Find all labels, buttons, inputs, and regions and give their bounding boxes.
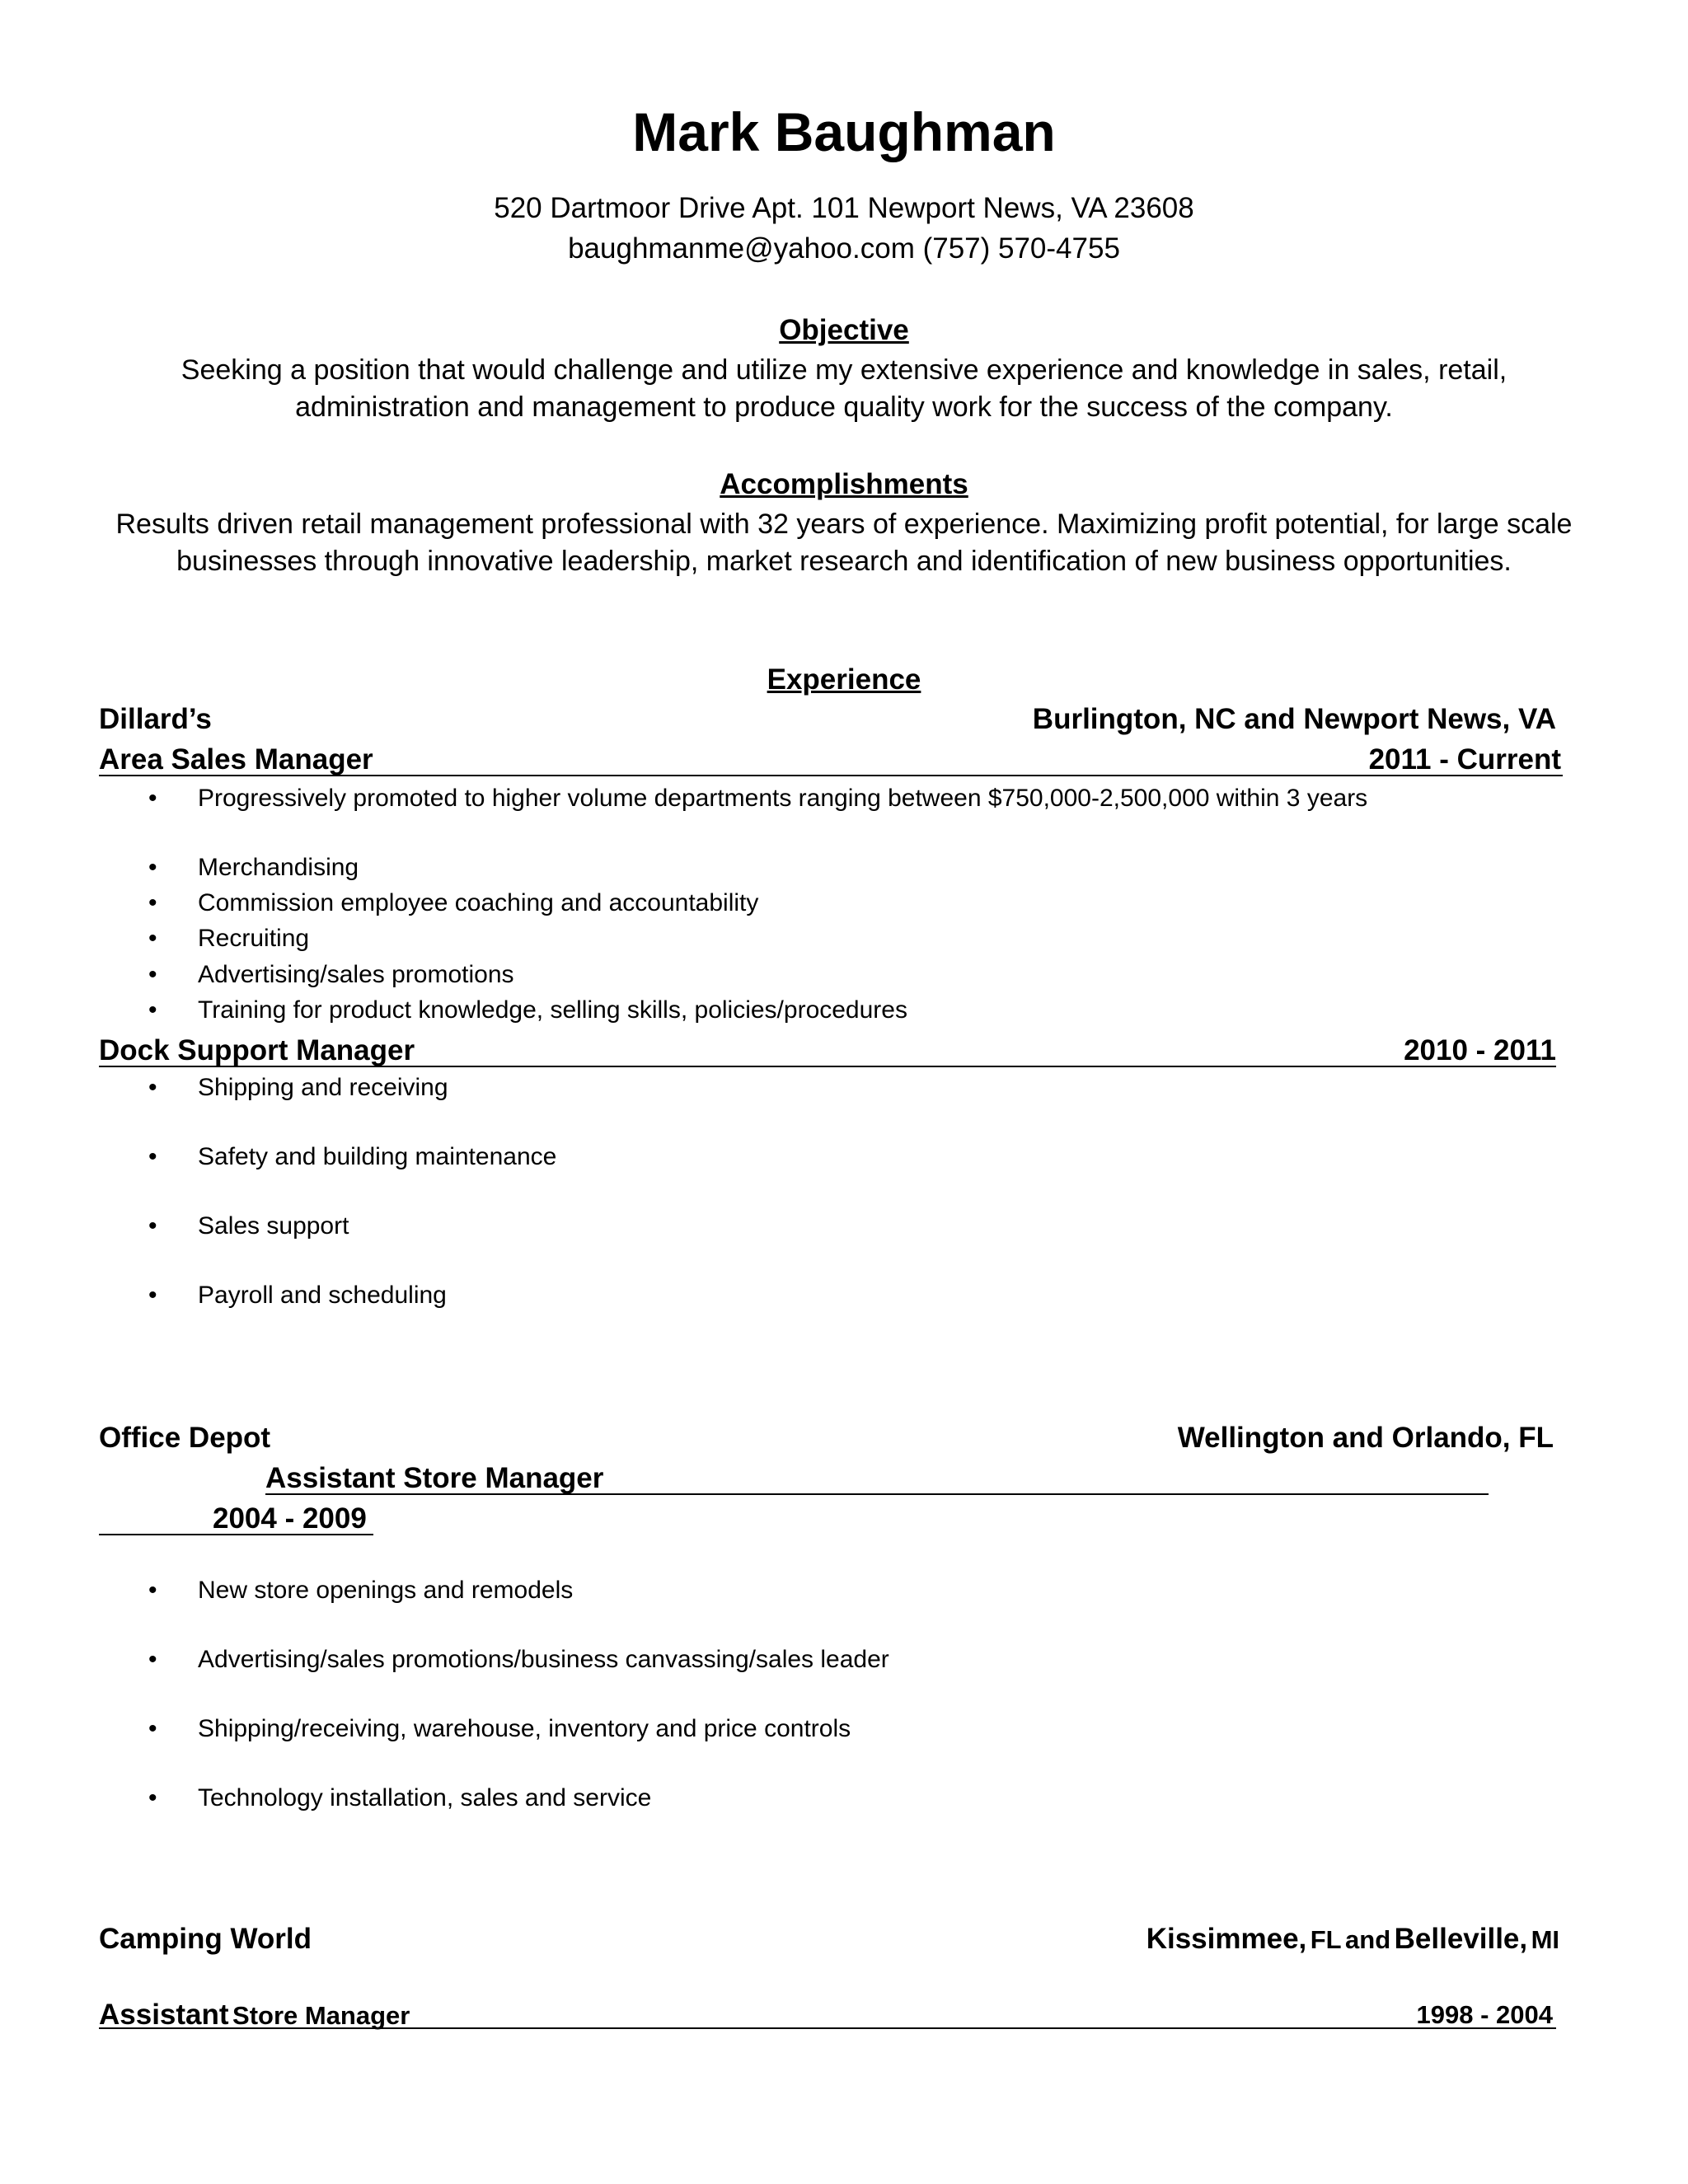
company-dillards: Dillard’s [99, 703, 212, 735]
role-title-camping-world: Assistant Store Manager [99, 1999, 410, 2031]
accomplishments-heading: Accomplishments [720, 468, 968, 500]
objective-line-2: administration and management to produce quality work for the success of the company. [295, 391, 1393, 423]
bullet-icon: • [148, 1074, 157, 1101]
bullet-icon: • [148, 1715, 157, 1742]
location-office-depot: Wellington and Orlando, FL [1177, 1422, 1554, 1454]
location-dillards: Burlington, NC and Newport News, VA [1032, 703, 1556, 735]
bullet-icon: • [148, 925, 157, 952]
bullet-icon: • [148, 1577, 157, 1604]
location-camping-world: Kissimmee, FL and Belleville, MI [1146, 1923, 1559, 1955]
address-line: 520 Dartmoor Drive Apt. 101 Newport News, VA 23608 [494, 192, 1194, 224]
role-title-office-depot: Assistant Store Manager [265, 1462, 604, 1494]
resume-name: Mark Baughman [632, 101, 1056, 162]
bullet-icon: • [148, 1143, 157, 1170]
bullet-icon: • [148, 854, 157, 881]
objective-heading: Objective [779, 314, 909, 346]
role-title-area-sales-manager: Area Sales Manager [99, 743, 373, 776]
company-camping-world: Camping World [99, 1923, 312, 1955]
bullet-icon: • [148, 996, 157, 1024]
accomplishments-line-2: businesses through innovative leadership, market research and identification of new business opportunities. [176, 546, 1512, 577]
role-dates-camping-world: 1998 - 2004 [1416, 2000, 1553, 2029]
role-dates-dock-support-manager: 2010 - 2011 [1404, 1034, 1556, 1066]
bullet-icon: • [148, 889, 157, 916]
bullet-icon: • [148, 1784, 157, 1811]
contact-line: baughmanme@yahoo.com (757) 570-4755 [568, 232, 1120, 265]
company-office-depot: Office Depot [99, 1422, 271, 1454]
bullet-icon: • [148, 785, 157, 812]
bullet-icon: • [148, 1282, 157, 1309]
accomplishments-line-1: Results driven retail management professional with 32 years of experience. Maximizing profit potential, for large scale [115, 509, 1573, 540]
role-title-dock-support-manager: Dock Support Manager [99, 1034, 415, 1066]
bullet-icon: • [148, 961, 157, 988]
bullet-icon: • [148, 1646, 157, 1673]
bullet-icon: • [148, 1212, 157, 1240]
role-dates-area-sales-manager: 2011 - Current [1368, 743, 1561, 776]
role-dates-office-depot: 2004 - 2009 [213, 1502, 367, 1535]
experience-heading: Experience [767, 663, 921, 696]
objective-line-1: Seeking a position that would challenge and utilize my extensive experience and knowledge in sales, retail, [181, 354, 1507, 386]
